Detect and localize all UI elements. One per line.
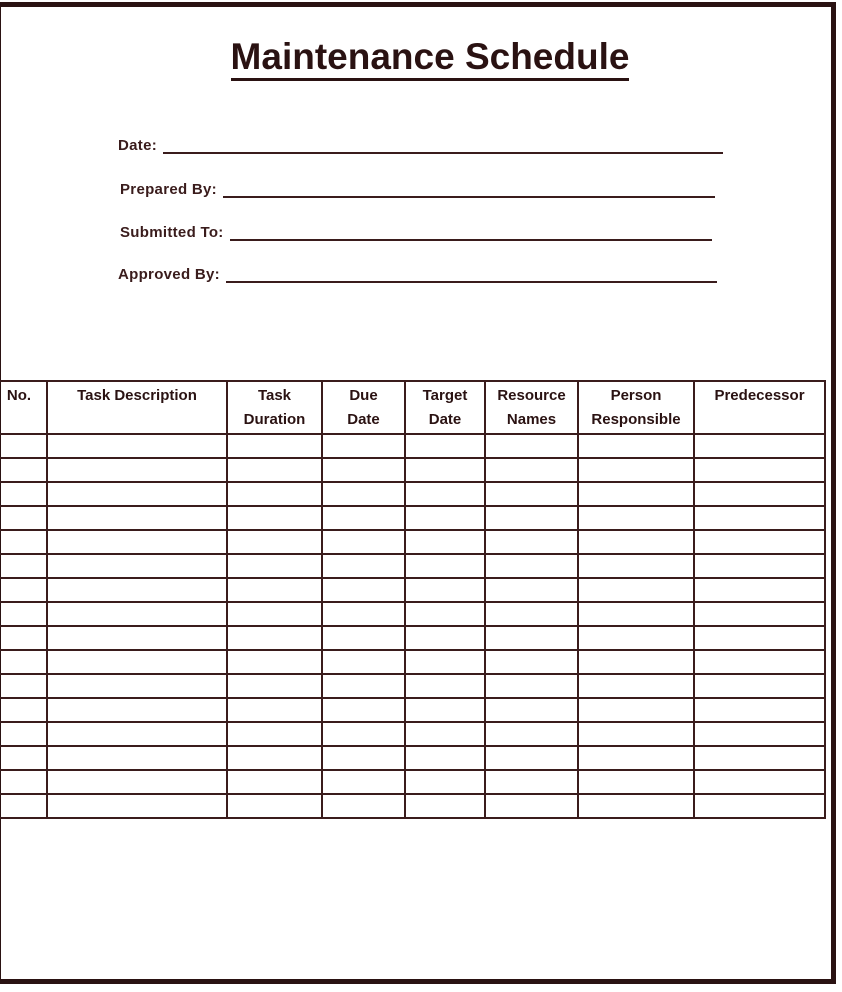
table-cell[interactable] [47, 530, 227, 554]
col-header-predecessor [694, 381, 825, 434]
table-cell[interactable] [405, 578, 485, 602]
table-cell[interactable] [227, 698, 322, 722]
table-cell[interactable] [694, 626, 825, 650]
table-cell[interactable] [227, 506, 322, 530]
table-cell[interactable] [578, 698, 694, 722]
title-text: Maintenance Schedule [231, 36, 630, 81]
prepared-by-field [120, 181, 715, 198]
table-cell[interactable] [485, 650, 578, 674]
table-cell[interactable] [0, 770, 47, 794]
table-cell[interactable] [578, 554, 694, 578]
table-cell[interactable] [694, 530, 825, 554]
table-cell[interactable] [0, 506, 47, 530]
table-cell[interactable] [47, 746, 227, 770]
table-cell[interactable] [47, 482, 227, 506]
table-cell[interactable] [485, 698, 578, 722]
table-cell[interactable] [0, 794, 47, 818]
col-header-due-date [322, 381, 405, 434]
table-cell[interactable] [485, 530, 578, 554]
table-cell[interactable] [47, 458, 227, 482]
table-cell[interactable] [485, 554, 578, 578]
table-cell[interactable] [322, 578, 405, 602]
table-cell[interactable] [405, 434, 485, 458]
table-cell[interactable] [47, 650, 227, 674]
table-row [0, 770, 825, 794]
table-cell[interactable] [322, 722, 405, 746]
table-row [0, 530, 825, 554]
table-cell[interactable] [227, 530, 322, 554]
table-cell[interactable] [578, 482, 694, 506]
table-cell[interactable] [322, 482, 405, 506]
col-header-task-duration-line1: Task [257, 387, 292, 404]
table-cell[interactable] [227, 794, 322, 818]
table-cell[interactable] [227, 578, 322, 602]
table-cell[interactable] [578, 626, 694, 650]
table-cell[interactable] [47, 770, 227, 794]
table-cell[interactable] [485, 458, 578, 482]
table-cell[interactable] [694, 698, 825, 722]
table-cell[interactable] [227, 626, 322, 650]
table-cell[interactable] [0, 698, 47, 722]
table-cell[interactable] [578, 434, 694, 458]
table-cell[interactable] [47, 626, 227, 650]
date-input-line[interactable] [163, 138, 723, 154]
table-cell[interactable] [0, 626, 47, 650]
table-cell[interactable] [578, 722, 694, 746]
date-field [118, 137, 723, 154]
table-row [0, 578, 825, 602]
table-cell[interactable] [485, 626, 578, 650]
table-cell[interactable] [694, 554, 825, 578]
submitted-to-label: Submitted To: [120, 224, 224, 241]
table-cell[interactable] [47, 434, 227, 458]
table-cell[interactable] [405, 794, 485, 818]
table-cell[interactable] [322, 698, 405, 722]
submitted-to-input-line[interactable] [230, 225, 712, 241]
table-row [0, 434, 825, 458]
table-cell[interactable] [0, 554, 47, 578]
table-cell[interactable] [485, 506, 578, 530]
table-cell[interactable] [405, 746, 485, 770]
table-body [0, 434, 825, 818]
table-cell[interactable] [227, 722, 322, 746]
col-header-resource-names-line2: Names [506, 411, 557, 428]
table-cell[interactable] [578, 770, 694, 794]
table-cell[interactable] [322, 458, 405, 482]
table-row [0, 794, 825, 818]
table-row [0, 722, 825, 746]
table-cell[interactable] [227, 674, 322, 698]
table-cell[interactable] [0, 434, 47, 458]
table-row [0, 602, 825, 626]
table-cell[interactable] [227, 602, 322, 626]
table-row [0, 674, 825, 698]
table-cell[interactable] [405, 698, 485, 722]
col-header-task-description [47, 381, 227, 434]
col-header-task-duration-line2: Duration [243, 411, 306, 428]
table-cell[interactable] [47, 554, 227, 578]
table-cell[interactable] [694, 434, 825, 458]
table-cell[interactable] [227, 746, 322, 770]
col-header-target-date [405, 381, 485, 434]
table-row [0, 698, 825, 722]
table-cell[interactable] [694, 794, 825, 818]
table-cell[interactable] [405, 602, 485, 626]
table-cell[interactable] [485, 794, 578, 818]
table-cell[interactable] [47, 794, 227, 818]
col-header-person-responsible [578, 381, 694, 434]
table-cell[interactable] [0, 482, 47, 506]
page-title [0, 36, 842, 78]
col-header-target-date-line2: Date [428, 411, 462, 428]
table-cell[interactable] [322, 746, 405, 770]
table-cell[interactable] [322, 434, 405, 458]
table-cell[interactable] [485, 482, 578, 506]
submitted-to-field [120, 224, 712, 241]
table-cell[interactable] [694, 674, 825, 698]
table-cell[interactable] [694, 578, 825, 602]
table-cell[interactable] [322, 794, 405, 818]
table-cell[interactable] [578, 578, 694, 602]
table-cell[interactable] [485, 578, 578, 602]
table-cell[interactable] [485, 722, 578, 746]
table-cell[interactable] [485, 674, 578, 698]
table-cell[interactable] [694, 458, 825, 482]
table-cell[interactable] [322, 674, 405, 698]
table-row [0, 626, 825, 650]
table-cell[interactable] [694, 770, 825, 794]
table-cell[interactable] [405, 770, 485, 794]
schedule-table [0, 380, 826, 819]
table-cell[interactable] [405, 722, 485, 746]
table-cell[interactable] [0, 674, 47, 698]
col-header-no-line1: No. [6, 387, 32, 404]
col-header-target-date-line1: Target [422, 387, 468, 404]
col-header-due-date-line1: Due [349, 387, 378, 404]
table-cell[interactable] [227, 482, 322, 506]
table-cell[interactable] [405, 506, 485, 530]
table-cell[interactable] [0, 578, 47, 602]
table-row [0, 482, 825, 506]
table-cell[interactable] [405, 674, 485, 698]
table-cell[interactable] [0, 650, 47, 674]
prepared-by-label: Prepared By: [120, 181, 217, 198]
table-cell[interactable] [47, 602, 227, 626]
table-cell[interactable] [694, 722, 825, 746]
table-cell[interactable] [578, 674, 694, 698]
table-cell[interactable] [227, 650, 322, 674]
table-cell[interactable] [47, 506, 227, 530]
approved-by-input-line[interactable] [226, 267, 717, 283]
table-header-row [0, 381, 825, 434]
table-cell[interactable] [0, 722, 47, 746]
table-cell[interactable] [578, 530, 694, 554]
table-cell[interactable] [227, 434, 322, 458]
table-cell[interactable] [578, 506, 694, 530]
table-cell[interactable] [405, 482, 485, 506]
table-cell[interactable] [694, 506, 825, 530]
col-header-resource-names-line1: Resource [497, 387, 566, 404]
table-row [0, 458, 825, 482]
table-cell[interactable] [578, 794, 694, 818]
approved-by-label: Approved By: [118, 266, 220, 283]
table-cell[interactable] [405, 626, 485, 650]
table-cell[interactable] [578, 602, 694, 626]
table-cell[interactable] [322, 530, 405, 554]
table-cell[interactable] [227, 458, 322, 482]
table-cell[interactable] [47, 722, 227, 746]
table-cell[interactable] [485, 602, 578, 626]
table-cell[interactable] [485, 746, 578, 770]
table-cell[interactable] [0, 530, 47, 554]
col-header-resource-names [485, 381, 578, 434]
table-cell[interactable] [694, 602, 825, 626]
table-cell[interactable] [322, 626, 405, 650]
approved-by-field [118, 266, 717, 283]
col-header-predecessor-line1: Predecessor [714, 387, 805, 404]
table-cell[interactable] [485, 770, 578, 794]
table-cell[interactable] [0, 746, 47, 770]
table-cell[interactable] [47, 674, 227, 698]
col-header-task-duration [227, 381, 322, 434]
table-cell[interactable] [47, 698, 227, 722]
col-header-person-responsible-line1: Person [610, 387, 662, 404]
table-cell[interactable] [405, 650, 485, 674]
table-cell[interactable] [47, 578, 227, 602]
table-cell[interactable] [578, 746, 694, 770]
col-header-person-responsible-line2: Responsible [591, 411, 681, 428]
table-cell[interactable] [578, 650, 694, 674]
col-header-task-description-line1: Task Description [77, 387, 197, 404]
table-cell[interactable] [694, 482, 825, 506]
table-cell[interactable] [322, 650, 405, 674]
table-cell[interactable] [694, 746, 825, 770]
table-cell[interactable] [322, 506, 405, 530]
table-cell[interactable] [322, 770, 405, 794]
table-row [0, 650, 825, 674]
table-cell[interactable] [405, 458, 485, 482]
table-cell[interactable] [578, 458, 694, 482]
table-row [0, 746, 825, 770]
table-cell[interactable] [485, 434, 578, 458]
col-header-due-date-line2: Date [347, 411, 380, 428]
table-cell[interactable] [322, 554, 405, 578]
table-row [0, 554, 825, 578]
table-cell[interactable] [405, 530, 485, 554]
table-row [0, 506, 825, 530]
date-label: Date: [118, 137, 158, 154]
col-header-no [0, 381, 47, 434]
prepared-by-input-line[interactable] [223, 182, 715, 198]
table-cell[interactable] [694, 650, 825, 674]
table-cell[interactable] [0, 458, 47, 482]
table-cell[interactable] [322, 602, 405, 626]
table-cell[interactable] [405, 554, 485, 578]
table-cell[interactable] [227, 554, 322, 578]
table-cell[interactable] [227, 770, 322, 794]
table-cell[interactable] [0, 602, 47, 626]
